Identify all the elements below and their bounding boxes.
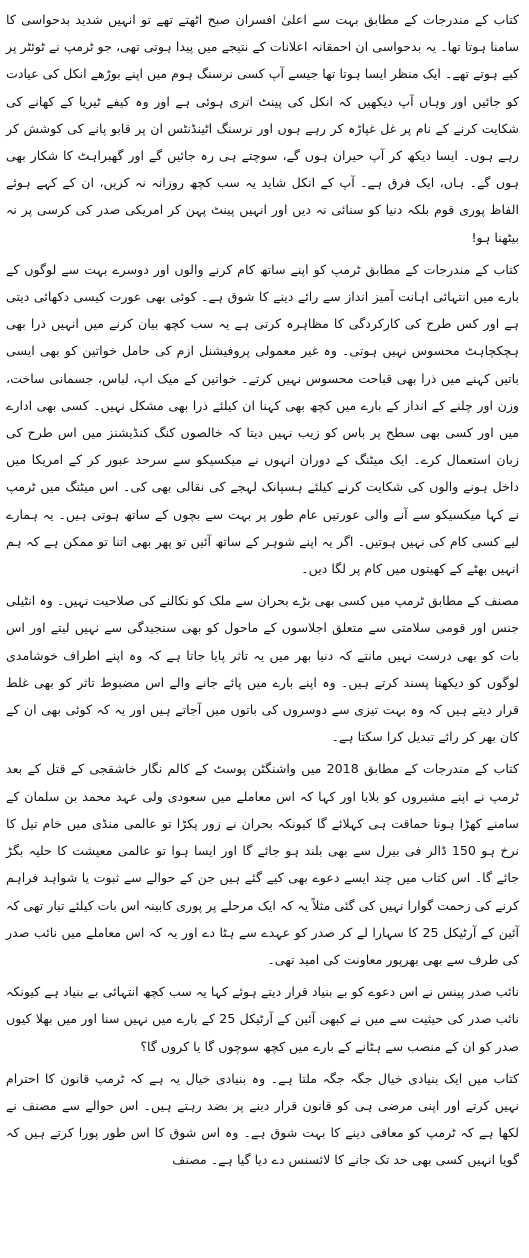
article-paragraph-6: کتاب میں ایک بنیادی خیال جگہ جگہ ملتا ہے۔ وہ بنیادی خیال یہ ہے کہ ٹرمپ قانون کا احترام نہیں کرتے اور اپنی مرضی ہی کو قانون قرار دینے پر بضد رہتے ہیں۔ اس حوالے سے مصنف نے لکھا ہے کہ ٹرمپ کو معافی دینے کا بہت شوق ہے۔ وہ اس شوق کا اس طور پورا کرتے ہیں کہ گویا انہیں کسی بھی حد تک جانے کا لائسنس دے دیا گیا ہے۔ مصنف: [6, 1070, 519, 1168]
article-paragraph-1: کتاب کے مندرجات کے مطابق بہت سے اعلیٰ افسران صبح اٹھتے تھے تو انہیں شدید بدحواسی کا سامنا ہوتا تھا۔ یہ بدحواسی ان احمقانہ اعلانات کے نتیجے میں پیدا ہوتی تھی، جو ٹرمپ نے ٹوئٹر پر کیے ہوتے تھے۔ ایک منظر ایسا ہوتا تھا جیسے آپ کسی نرسنگ ہوم میں اپنے بوڑھے انکل کی عیادت کو جائیں اور وہاں آپ دیکھیں کہ انکل کی پینٹ اتری ہوئی ہے اور وہ کیفے ٹیریا کے کھانے کی شکایت کرنے کے نام پر غل غپاڑہ کر رہے ہوں اور نرسنگ اٹینڈنٹس ان پر قابو پانے کی کوشش کر رہے ہوں۔ ایسا دیکھ کر آپ حیران ہوں گے، سوچتے ہی رہ جائیں گے اور گھبراہٹ کا شکار بھی ہوں گے۔ ہاں، ایک فرق ہے۔ آپ کے انکل شاید یہ سب کچھ روزانہ نہ کریں، ان کے کہے ہوئے الفاظ پوری قوم بلکہ دنیا کو سنائی نہ دیں اور انہیں پینٹ پہن کر امریکی صدر کی کرسی پر نہ بیٹھنا ہو!: [6, 12, 519, 245]
article-paragraph-4: کتاب کے مندرجات کے مطابق 2018 میں واشنگٹن پوسٹ کے کالم نگار خاشقجی کے قتل کے بعد ٹرمپ نے اپنے مشیروں کو بلایا اور کہا کہ اس معاملے میں سعودی ولی عہد محمد بن سلمان کے سامنے کھڑا ہونا حماقت ہی کہلائے گا کیونکہ بحران نے زور پکڑا تو عالمی منڈی میں خام تیل کا نرخ ہو 150 ڈالر فی بیرل سے بھی بلند ہو جائے گا اور ایسا ہوا تو عالمی معیشت کا حلیہ بگڑ جائے گا۔ اس کتاب میں چند ایسے دعوے بھی کیے گئے ہیں جن کے حوالے سے ثبوت یا شواہد فراہم کرنے کی زحمت گوارا نہیں کی گئی مثلاً یہ کہ ایک مرحلے پر پوری کابینہ اس بات کیلئے تیار تھی کہ آئین کے آرٹیکل 25 کا سہارا لے کر صدر کو عہدے سے ہٹا دے اور یہ کہ اس معاملے میں نائب صدر کی طرف سے بھی بھرپور معاونت کی امید تھی۔: [6, 761, 520, 967]
article-paragraph-2: کتاب کے مندرجات کے مطابق ٹرمپ کو اپنے ساتھ کام کرنے والوں اور دوسرے بہت سے لوگوں کے بارے میں انتہائی اہانت آمیز انداز سے رائے دینے کا شوق ہے۔ کوئی بھی عورت کیسی دکھائی دیتی ہے اور کس طرح کی کارکردگی کا مظاہرہ کرتی ہے یہ سب کچھ بیان کرنے میں انہیں ذرا بھی ہچکچاہٹ محسوس نہیں ہوتی۔ وہ غیر معمولی پروفیشنل ازم کی حامل خواتین کو بھی ایسی باتیں کہنے میں ذرا بھی قباحت محسوس نہیں کرتے۔ خواتین کے میک اپ، لباس، جسمانی ساخت، وزن اور چلنے کے انداز کے بارے میں کچھ بھی کہنا ان کیلئے ذرا بھی مشکل نہیں۔ کسی بھی ادارے میں اور کسی بھی سطح پر باس کو زیب نہیں دیتا کہ خالصوں کنگ کنڈیشنز میں اس طرح کی زبان استعمال کرے۔ ایک میٹنگ کے دوران انہوں نے میکسیکو سے سرحد عبور کر کے امریکا میں داخل ہونے والوں کی شکایت کرنے کیلئے ہسپانک لہجے کی نقالی بھی کی۔ اس میٹنگ میں ٹرمپ نے کہا میکسیکو سے آنے والی عورتیں عام طور پر بہت سے بچوں کے ساتھ ہوتی ہیں۔ یہ ہمارے لیے کسی کام کی نہیں ہوتیں۔ اگر یہ اپنے شوہر کے ساتھ آئیں تو پھر بھی اتنا تو ممکن ہے کہ ہم انہیں بھٹے کے کھیتوں میں کام پر لگا دیں۔: [6, 261, 519, 577]
article-paragraph-5: نائب صدر پینس نے اس دعوے کو بے بنیاد قرار دیتے ہوئے کہا یہ سب کچھ انتہائی بے بنیاد ہے کیونکہ نائب صدر کی حیثیت سے میں نے کبھی آئین کے آرٹیکل 25 کے بارے میں نہیں سنا اور میں بھلا کیوں صدر کو ان کے منصب سے ہٹانے کے بارے میں کچھ سوچوں گا یا کروں گا؟: [6, 984, 519, 1054]
article-paragraph-3: مصنف کے مطابق ٹرمپ میں کسی بھی بڑے بحران سے ملک کو نکالنے کی صلاحیت نہیں۔ وہ انٹیلی جنس اور قومی سلامتی سے متعلق اجلاسوں کے ماحول کو بھی سنجیدگی سے نہیں لیتے اور اس بات کو بھی درست نہیں مانتے کہ دنیا بھر میں یہ تاثر پایا جاتا ہے کہ وہ اپنے اطراف خوشامدی لوگوں کو دیکھنا پسند کرتے ہیں۔ وہ اپنے بارے میں پائے جانے والے اس مضبوط تاثر کو بھی غلط قرار دیتے ہیں کہ وہ بہت تیزی سے دوسروں کی باتوں میں آجاتے ہیں اور یہ کہ کوئی بھی ان کے کان بھر کر رائے تبدیل کرا سکتا ہے۔: [6, 593, 519, 745]
